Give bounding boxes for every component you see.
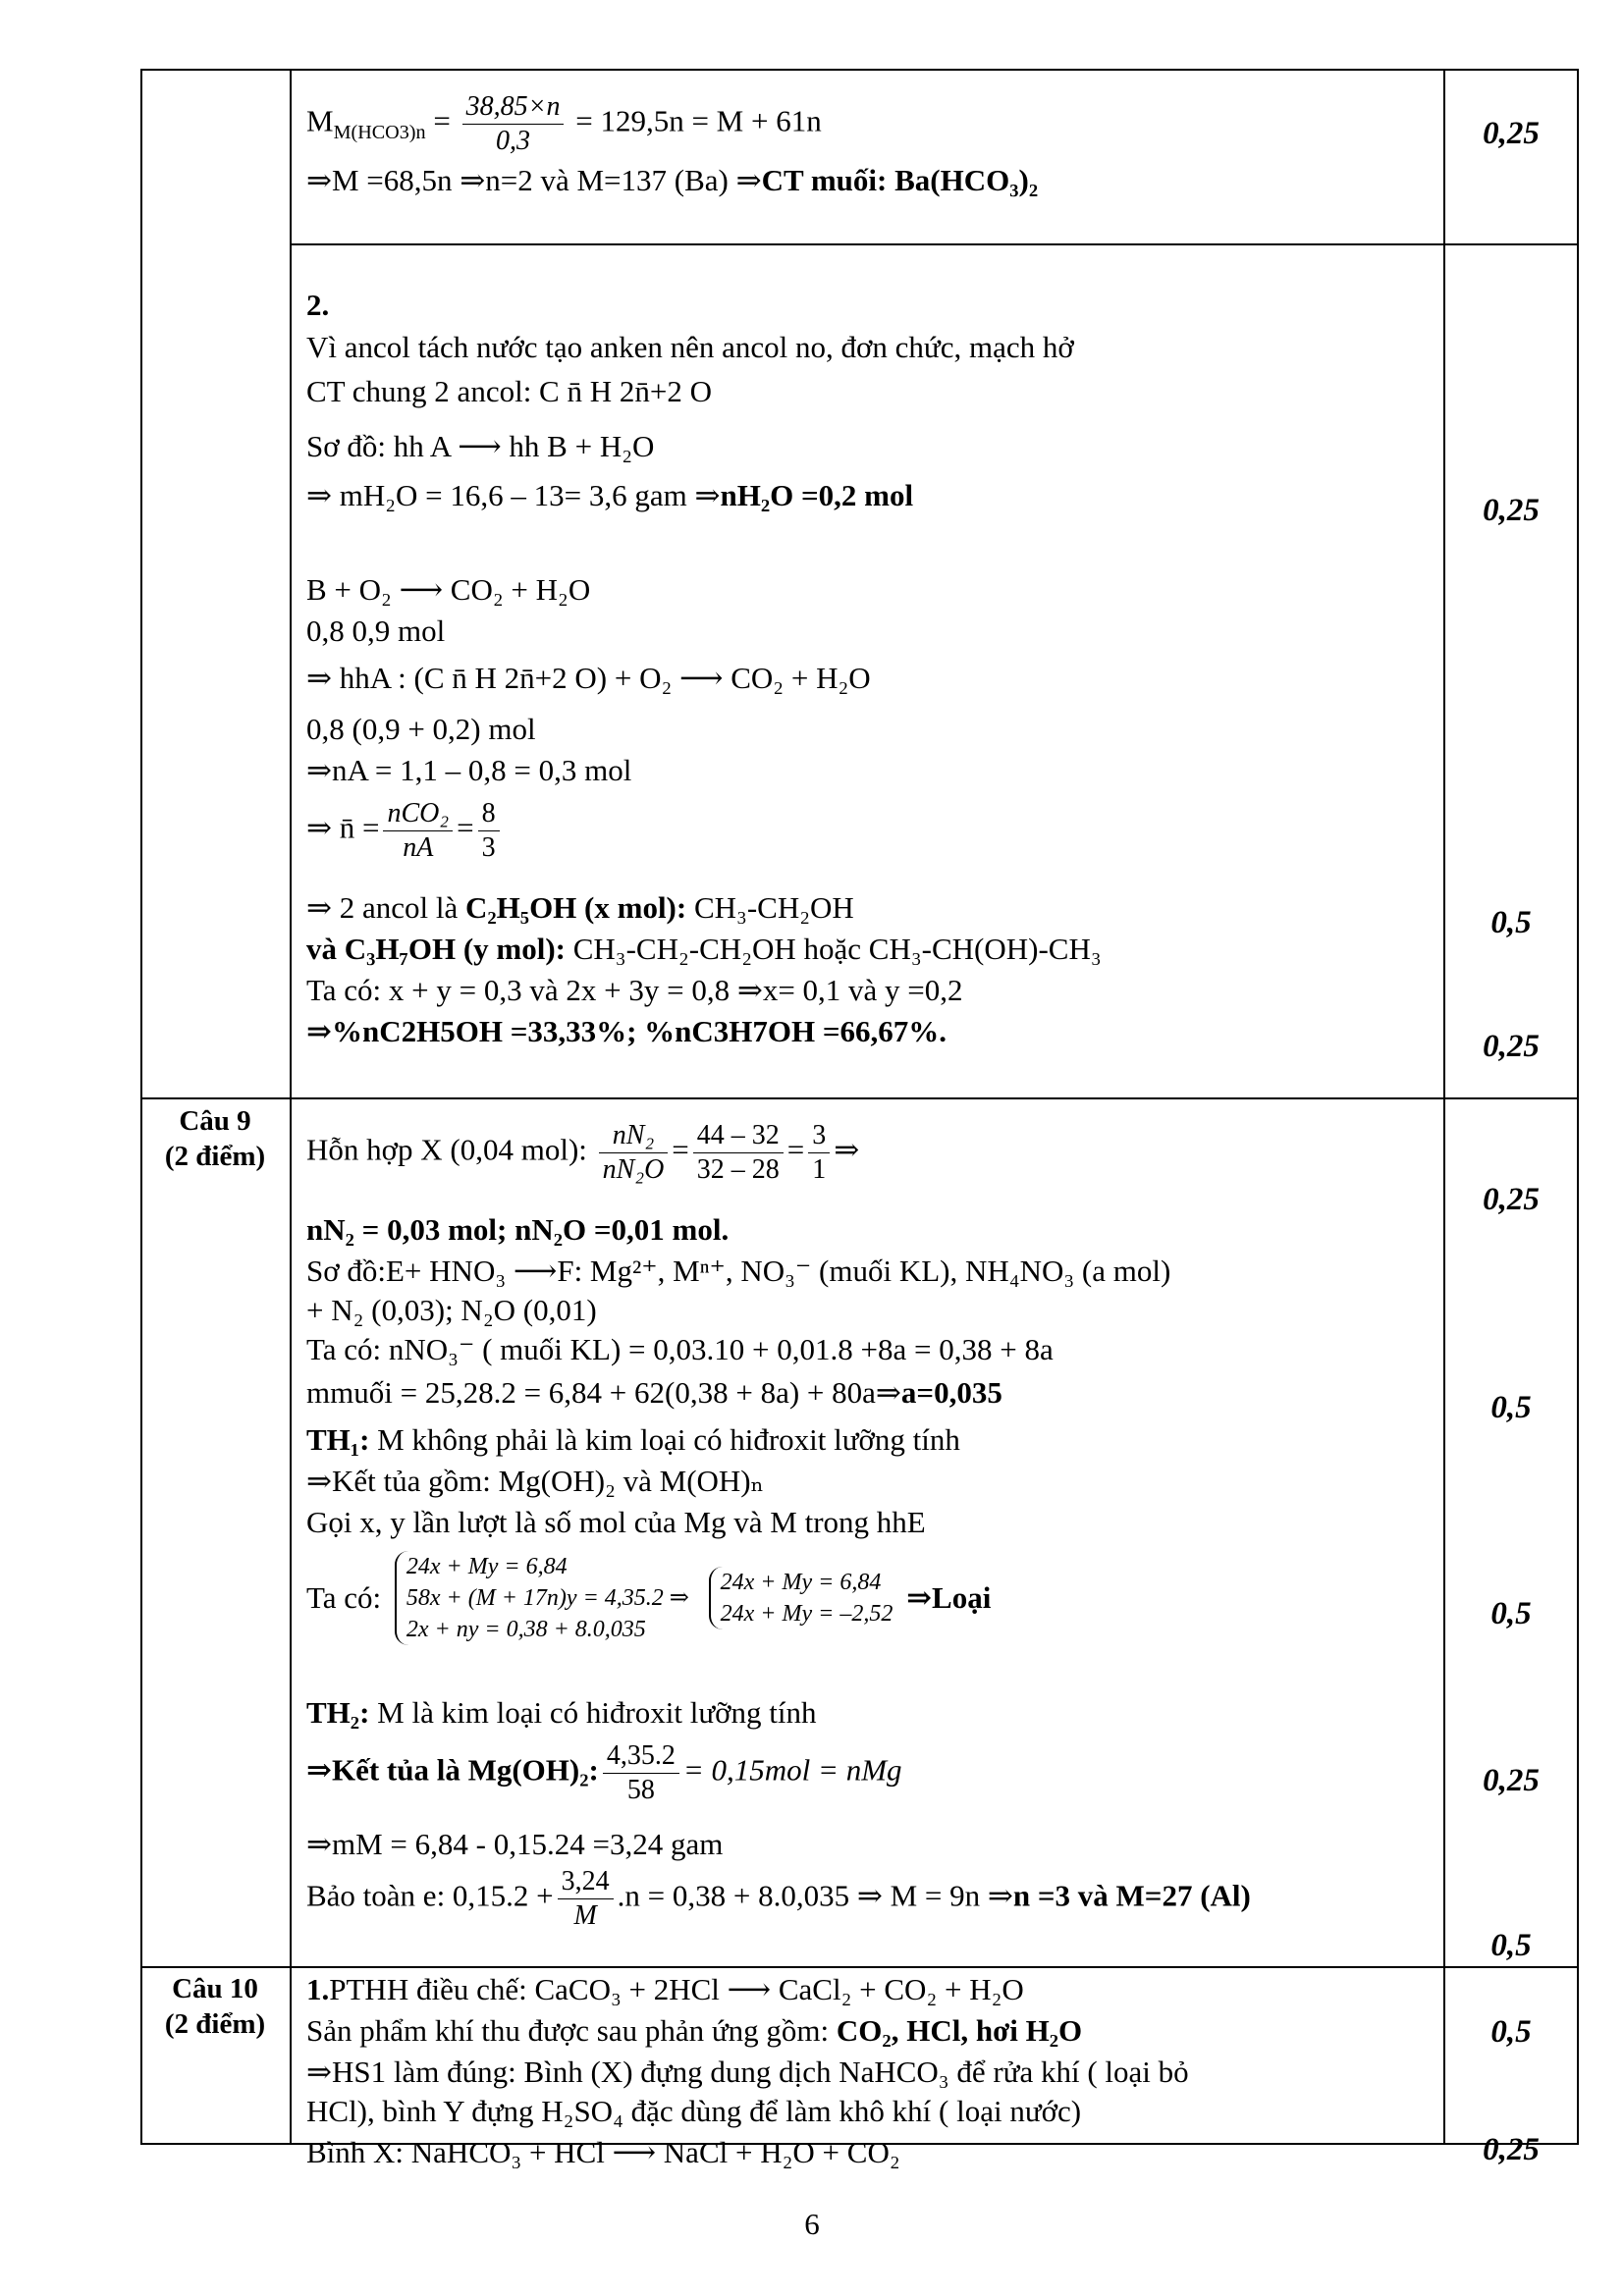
question-label: Câu 9 (2 điểm)	[164, 1105, 266, 1172]
text-line: Gọi x, y lần lượt là số mol của Mg và M trong hhE	[306, 1505, 926, 1539]
score: 0,5	[1490, 2014, 1532, 2050]
formula-average-n: ⇒ n̄ = $\frac{\text{nCO₂}}{nA}$ = $\frac{8}{3}$	[306, 797, 504, 865]
text-line: B + O₂ ⟶ CO₂ + H₂O	[306, 572, 591, 607]
text-line: HCl), bình Y đựng H₂SO₄ đặc dùng để làm khô khí ( loại nước)	[306, 2094, 1082, 2128]
text-line: TH₁: M không phải là kim loại có hiđroxit lưỡng tính	[306, 1422, 960, 1457]
score: 0,5	[1490, 1596, 1532, 1631]
text-line: TH₂: M là kim loại có hiđroxit lưỡng tính	[306, 1695, 817, 1730]
score: 0,5	[1490, 905, 1532, 940]
text-line: mmuối = 25,28.2 = 6,84 + 62(0,38 + 8a) + 80a⇒a=0,035	[306, 1375, 1002, 1410]
text-line: ⇒mM = 6,84 - 0,15.24 =3,24 gam	[306, 1827, 724, 1861]
question-label: Câu 10 (2 điểm)	[164, 1973, 266, 2040]
text-line: nN₂ = 0,03 mol; nN₂O =0,01 mol.	[306, 1212, 730, 1247]
conclusion-salt: ⇒M =68,5n ⇒n=2 và M=137 (Ba) ⇒CT muối: Ba(HCO₃)₂	[306, 163, 1039, 197]
text-line: Ta có: nNO₃⁻ ( muối KL) = 0,03.10 + 0,01.8 +8a = 0,38 + 8a	[306, 1332, 1054, 1366]
text-line: 1.PTHH điều chế: CaCO₃ + 2HCl ⟶ CaCl₂ + CO₂ + H₂O	[306, 1972, 1024, 2006]
part-title: 2.	[306, 288, 330, 322]
page-number: 6	[804, 2207, 820, 2241]
text-line: Vì ancol tách nước tạo anken nên ancol no, đơn chức, mạch hở	[306, 330, 1074, 364]
formula-precipitate: ⇒Kết tủa là Mg(OH)₂: $\frac{4,35.2}{58}$ = 0,15mol = nMg	[306, 1740, 902, 1805]
text-line: Ta có: x + y = 0,3 và 2x + 3y = 0,8 ⇒x= 0,1 và y =0,2	[306, 973, 963, 1007]
row-divider-part1	[290, 243, 1577, 245]
text-line: ⇒nA = 1,1 – 0,8 = 0,3 mol	[306, 753, 632, 787]
text-line: Sản phẩm khí thu được sau phản ứng gồm: CO₂, HCl, hơi H₂O	[306, 2013, 1083, 2048]
score: 0,25	[1483, 1182, 1540, 1217]
text-line: ⇒ 2 ancol là C₂H₅OH (x mol): CH₃-CH₂OH	[306, 890, 854, 925]
score: 0,25	[1483, 1763, 1540, 1798]
score: 0,25	[1483, 2132, 1540, 2167]
formula-ratio: Hỗn hợp X (0,04 mol): $\frac{\text{nN₂}}{\text{nN₂O}}$ = $\frac{44 - 32}{32 - 28}$ = $\frac{3}{1}$ ⇒	[306, 1120, 860, 1185]
score: 0,5	[1490, 1390, 1532, 1425]
table-border-top	[140, 69, 1579, 71]
text-line: + N₂ (0,03); N₂O (0,01)	[306, 1293, 597, 1327]
score: 0,25	[1483, 493, 1540, 528]
table-border-col2	[1443, 69, 1445, 2145]
table-border-col1	[290, 69, 292, 2145]
text-line: ⇒%nC2H5OH =33,33%; %nC3H7OH =66,67%.	[306, 1014, 947, 1048]
score: 0,5	[1490, 1928, 1532, 1963]
text-line: 0,8 0,9 mol	[306, 614, 446, 648]
row-divider-cau10	[140, 1966, 1579, 1968]
text-line: ⇒ mH₂O = 16,6 – 13= 3,6 gam ⇒nH₂O =0,2 mol	[306, 478, 914, 512]
formula-electron-balance: Bảo toàn e: 0,15.2 + $\frac{3,24}{M}$ .n = 0,38 + 8.0,035 ⇒ M = 9n ⇒n =3 và M=27 (Al)	[306, 1866, 1251, 1931]
row-divider-cau9	[140, 1097, 1579, 1099]
formula-molar-mass: $M_{M(HCO3)n}$ = $\frac{38,85\times n}{0,3}$ = 129,5n = M + 61n	[306, 91, 822, 156]
text-line: Sơ đồ:E+ HNO₃ ⟶F: Mg²⁺, Mⁿ⁺, NO₃⁻ (muối KL), NH₄NO₃ (a mol)	[306, 1254, 1171, 1288]
score: 0,25	[1483, 116, 1540, 151]
table-border-right	[1577, 69, 1579, 2145]
text-line: CT chung 2 ancol: C n̄ H 2n̄+2 O	[306, 374, 712, 408]
text-line: ⇒ hhA : (C n̄ H 2n̄+2 O) + O₂ ⟶ CO₂ + H₂O	[306, 661, 871, 695]
score: 0,25	[1483, 1029, 1540, 1064]
equation-system: Ta có: 24x + My = 6,84 58x + (M + 17n)y = 4,35.2 ⇒ 2x + ny = 0,38 + 8.0,035 24x + My = 6,84 24x + My = –2,52 ⇒Loại	[306, 1551, 991, 1645]
text-line: ⇒Kết tủa gồm: Mg(OH)₂ và M(OH)ₙ	[306, 1464, 765, 1498]
text-line: Bình X: NaHCO₃ + HCl ⟶ NaCl + H₂O + CO₂	[306, 2135, 900, 2169]
text-line: ⇒HS1 làm đúng: Bình (X) đựng dung dịch NaHCO₃ để rửa khí ( loại bỏ	[306, 2055, 1189, 2089]
text-line: 0,8 (0,9 + 0,2) mol	[306, 712, 536, 746]
text-line: và C₃H₇OH (y mol): CH₃-CH₂-CH₂OH hoặc CH₃-CH(OH)-CH₃	[306, 932, 1102, 966]
text-line: Sơ đồ: hh A ⟶ hh B + H₂O	[306, 429, 655, 463]
